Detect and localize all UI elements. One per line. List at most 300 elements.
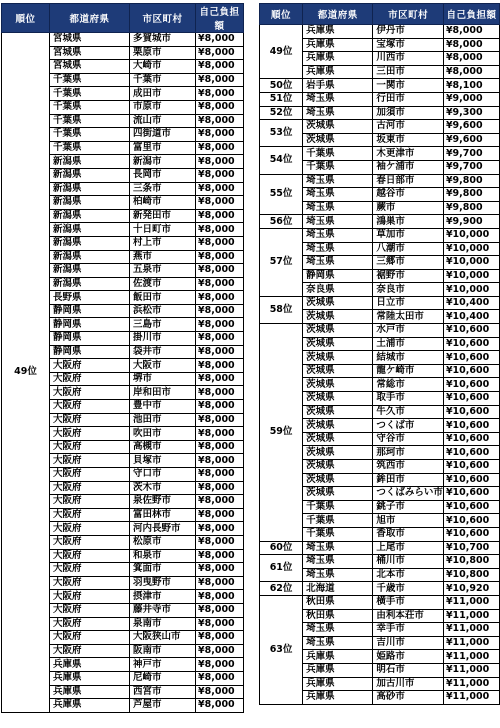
amount-cell: ¥9,900 xyxy=(443,215,499,229)
table-row xyxy=(260,582,500,596)
prefecture-cell: 千葉県 xyxy=(303,514,373,528)
prefecture-cell: 兵庫県 xyxy=(303,691,373,705)
prefecture-cell: 大阪府 xyxy=(50,576,130,590)
prefecture-cell: 大阪府 xyxy=(50,427,130,441)
amount-cell: ¥10,600 xyxy=(443,473,499,487)
amount-cell: ¥8,000 xyxy=(196,440,244,454)
table-header-row xyxy=(260,4,500,25)
amount-cell: ¥9,800 xyxy=(443,188,499,202)
municipality-cell: 北本市 xyxy=(373,568,444,582)
amount-cell: ¥8,000 xyxy=(196,522,244,536)
amount-cell: ¥9,700 xyxy=(443,160,499,174)
prefecture-cell: 埼玉県 xyxy=(303,568,373,582)
amount-cell: ¥8,000 xyxy=(196,400,244,414)
prefecture-cell: 宮城県 xyxy=(50,60,130,74)
prefecture-cell: 千葉県 xyxy=(50,141,130,155)
amount-cell: ¥8,000 xyxy=(196,549,244,563)
amount-cell: ¥8,000 xyxy=(196,508,244,522)
table-row xyxy=(260,92,500,106)
table-row xyxy=(260,215,500,229)
prefecture-cell: 千葉県 xyxy=(50,100,130,114)
prefecture-cell: 埼玉県 xyxy=(303,623,373,637)
header-municipality: 市区町村 xyxy=(373,4,444,25)
municipality-cell: 芦屋市 xyxy=(130,699,196,713)
header-rank: 順位 xyxy=(2,4,50,33)
amount-cell: ¥8,000 xyxy=(196,332,244,346)
prefecture-cell: 埼玉県 xyxy=(303,242,373,256)
municipality-cell: 守口市 xyxy=(130,468,196,482)
amount-cell: ¥10,800 xyxy=(443,555,499,569)
amount-cell: ¥10,600 xyxy=(443,419,499,433)
amount-cell: ¥10,600 xyxy=(443,527,499,541)
prefecture-cell: 茨城県 xyxy=(303,133,373,147)
prefecture-cell: 大阪府 xyxy=(50,522,130,536)
table-row xyxy=(260,555,500,569)
municipality-cell: 土浦市 xyxy=(373,337,444,351)
municipality-cell: 大崎市 xyxy=(130,60,196,74)
prefecture-cell: 兵庫県 xyxy=(303,38,373,52)
municipality-cell: 銚子市 xyxy=(373,500,444,514)
municipality-cell: 坂東市 xyxy=(373,133,444,147)
amount-cell: ¥8,000 xyxy=(196,590,244,604)
amount-cell: ¥9,000 xyxy=(443,92,499,106)
amount-cell: ¥10,600 xyxy=(443,446,499,460)
municipality-cell: 大阪狭山市 xyxy=(130,631,196,645)
prefecture-cell: 新潟県 xyxy=(50,236,130,250)
municipality-cell: 長岡市 xyxy=(130,168,196,182)
municipality-cell: 筑西市 xyxy=(373,460,444,474)
prefecture-cell: 静岡県 xyxy=(50,304,130,318)
prefecture-cell: 兵庫県 xyxy=(50,658,130,672)
municipality-cell: 常陸太田市 xyxy=(373,310,444,324)
amount-cell: ¥11,000 xyxy=(443,636,499,650)
prefecture-cell: 大阪府 xyxy=(50,440,130,454)
amount-cell: ¥10,920 xyxy=(443,582,499,596)
municipality-cell: 袋井市 xyxy=(130,345,196,359)
prefecture-cell: 大阪府 xyxy=(50,454,130,468)
municipality-cell: 新発田市 xyxy=(130,209,196,223)
prefecture-cell: 埼玉県 xyxy=(303,555,373,569)
prefecture-cell: 兵庫県 xyxy=(303,663,373,677)
prefecture-cell: 埼玉県 xyxy=(303,636,373,650)
amount-cell: ¥8,000 xyxy=(196,699,244,713)
municipality-cell: 松原市 xyxy=(130,535,196,549)
municipality-cell: 和泉市 xyxy=(130,549,196,563)
header-municipality: 市区町村 xyxy=(130,4,196,33)
amount-cell: ¥8,000 xyxy=(196,318,244,332)
municipality-cell: 龍ケ崎市 xyxy=(373,364,444,378)
prefecture-cell: 宮城県 xyxy=(50,46,130,60)
municipality-cell: 掛川市 xyxy=(130,332,196,346)
prefecture-cell: 茨城県 xyxy=(303,364,373,378)
municipality-cell: 三島市 xyxy=(130,318,196,332)
prefecture-cell: 兵庫県 xyxy=(303,52,373,66)
rank-cell: 49位 xyxy=(2,33,50,713)
municipality-cell: 守谷市 xyxy=(373,432,444,446)
amount-cell: ¥8,000 xyxy=(196,631,244,645)
amount-cell: ¥8,000 xyxy=(196,386,244,400)
amount-cell: ¥8,000 xyxy=(196,427,244,441)
rank-cell: 49位 xyxy=(260,25,303,79)
amount-cell: ¥10,600 xyxy=(443,460,499,474)
municipality-cell: 富田林市 xyxy=(130,508,196,522)
table-row xyxy=(260,174,500,188)
municipality-cell: 豊中市 xyxy=(130,400,196,414)
amount-cell: ¥11,000 xyxy=(443,663,499,677)
prefecture-cell: 大阪府 xyxy=(50,535,130,549)
municipality-cell: 常総市 xyxy=(373,378,444,392)
municipality-cell: 取手市 xyxy=(373,392,444,406)
municipality-cell: 幸手市 xyxy=(373,623,444,637)
municipality-cell: 明石市 xyxy=(373,663,444,677)
amount-cell: ¥11,000 xyxy=(443,677,499,691)
prefecture-cell: 大阪府 xyxy=(50,495,130,509)
amount-cell: ¥10,000 xyxy=(443,256,499,270)
municipality-cell: 八潮市 xyxy=(373,242,444,256)
amount-cell: ¥10,600 xyxy=(443,378,499,392)
municipality-cell: 摂津市 xyxy=(130,590,196,604)
municipality-cell: 尼崎市 xyxy=(130,671,196,685)
ranking-table-right xyxy=(259,3,500,705)
header-prefecture: 都道府県 xyxy=(50,4,130,33)
municipality-cell: 箕面市 xyxy=(130,563,196,577)
prefecture-cell: 大阪府 xyxy=(50,372,130,386)
prefecture-cell: 茨城県 xyxy=(303,324,373,338)
prefecture-cell: 埼玉県 xyxy=(303,201,373,215)
amount-cell: ¥8,000 xyxy=(196,617,244,631)
rank-cell: 61位 xyxy=(260,555,303,582)
amount-cell: ¥8,000 xyxy=(196,481,244,495)
municipality-cell: 燕市 xyxy=(130,250,196,264)
amount-cell: ¥8,000 xyxy=(196,644,244,658)
rank-cell: 57位 xyxy=(260,228,303,296)
municipality-cell: 村上市 xyxy=(130,236,196,250)
municipality-cell: 四街道市 xyxy=(130,128,196,142)
amount-cell: ¥10,000 xyxy=(443,269,499,283)
prefecture-cell: 大阪府 xyxy=(50,400,130,414)
prefecture-cell: 埼玉県 xyxy=(303,215,373,229)
prefecture-cell: 岩手県 xyxy=(303,79,373,93)
municipality-cell: 泉佐野市 xyxy=(130,495,196,509)
amount-cell: ¥10,000 xyxy=(443,242,499,256)
prefecture-cell: 静岡県 xyxy=(303,269,373,283)
prefecture-cell: 兵庫県 xyxy=(50,671,130,685)
amount-cell: ¥9,300 xyxy=(443,106,499,120)
amount-cell: ¥8,000 xyxy=(196,46,244,60)
rank-cell: 55位 xyxy=(260,174,303,215)
table-row xyxy=(260,79,500,93)
prefecture-cell: 新潟県 xyxy=(50,264,130,278)
amount-cell: ¥10,600 xyxy=(443,432,499,446)
municipality-cell: 三条市 xyxy=(130,182,196,196)
table-row xyxy=(260,324,500,338)
municipality-cell: 奈良市 xyxy=(373,283,444,297)
amount-cell: ¥10,700 xyxy=(443,541,499,555)
municipality-cell: 柏崎市 xyxy=(130,196,196,210)
amount-cell: ¥8,000 xyxy=(196,114,244,128)
prefecture-cell: 茨城県 xyxy=(303,392,373,406)
amount-cell: ¥10,000 xyxy=(443,283,499,297)
prefecture-cell: 茨城県 xyxy=(303,460,373,474)
prefecture-cell: 茨城県 xyxy=(303,419,373,433)
municipality-cell: 神戸市 xyxy=(130,658,196,672)
prefecture-cell: 千葉県 xyxy=(303,527,373,541)
municipality-cell: 春日部市 xyxy=(373,174,444,188)
amount-cell: ¥8,000 xyxy=(196,128,244,142)
prefecture-cell: 新潟県 xyxy=(50,196,130,210)
prefecture-cell: 大阪府 xyxy=(50,481,130,495)
prefecture-cell: 新潟県 xyxy=(50,223,130,237)
prefecture-cell: 茨城県 xyxy=(303,120,373,134)
amount-cell: ¥8,000 xyxy=(196,277,244,291)
prefecture-cell: 兵庫県 xyxy=(303,677,373,691)
amount-cell: ¥8,000 xyxy=(196,100,244,114)
prefecture-cell: 北海道 xyxy=(303,582,373,596)
amount-cell: ¥10,600 xyxy=(443,364,499,378)
prefecture-cell: 千葉県 xyxy=(303,160,373,174)
municipality-cell: 牛久市 xyxy=(373,405,444,419)
municipality-cell: 香取市 xyxy=(373,527,444,541)
rank-cell: 63位 xyxy=(260,595,303,704)
municipality-cell: 富里市 xyxy=(130,141,196,155)
prefecture-cell: 大阪府 xyxy=(50,563,130,577)
prefecture-cell: 茨城県 xyxy=(303,473,373,487)
amount-cell: ¥8,000 xyxy=(196,563,244,577)
amount-cell: ¥8,000 xyxy=(196,413,244,427)
prefecture-cell: 大阪府 xyxy=(50,590,130,604)
municipality-cell: 裾野市 xyxy=(373,269,444,283)
prefecture-cell: 千葉県 xyxy=(50,114,130,128)
prefecture-cell: 茨城県 xyxy=(303,405,373,419)
prefecture-cell: 新潟県 xyxy=(50,250,130,264)
rank-cell: 52位 xyxy=(260,106,303,120)
municipality-cell: つくばみらい市 xyxy=(373,487,444,501)
amount-cell: ¥8,000 xyxy=(196,658,244,672)
prefecture-cell: 茨城県 xyxy=(303,487,373,501)
municipality-cell: 吉川市 xyxy=(373,636,444,650)
table-body-left xyxy=(2,33,244,713)
amount-cell: ¥11,000 xyxy=(443,691,499,705)
prefecture-cell: 新潟県 xyxy=(50,168,130,182)
prefecture-cell: 茨城県 xyxy=(303,337,373,351)
amount-cell: ¥8,000 xyxy=(196,87,244,101)
prefecture-cell: 兵庫県 xyxy=(303,65,373,79)
municipality-cell: 十日町市 xyxy=(130,223,196,237)
prefecture-cell: 秋田県 xyxy=(303,609,373,623)
municipality-cell: つくば市 xyxy=(373,419,444,433)
amount-cell: ¥8,000 xyxy=(196,182,244,196)
amount-cell: ¥8,000 xyxy=(196,209,244,223)
municipality-cell: 宝塚市 xyxy=(373,38,444,52)
amount-cell: ¥8,000 xyxy=(443,65,499,79)
prefecture-cell: 埼玉県 xyxy=(303,174,373,188)
municipality-cell: 古河市 xyxy=(373,120,444,134)
rank-cell: 54位 xyxy=(260,147,303,174)
municipality-cell: 行田市 xyxy=(373,92,444,106)
municipality-cell: 鴻巣市 xyxy=(373,215,444,229)
prefecture-cell: 静岡県 xyxy=(50,332,130,346)
prefecture-cell: 茨城県 xyxy=(303,296,373,310)
header-prefecture: 都道府県 xyxy=(303,4,373,25)
municipality-cell: 伊丹市 xyxy=(373,25,444,39)
amount-cell: ¥10,600 xyxy=(443,392,499,406)
prefecture-cell: 埼玉県 xyxy=(303,256,373,270)
amount-cell: ¥8,000 xyxy=(196,468,244,482)
prefecture-cell: 兵庫県 xyxy=(50,699,130,713)
amount-cell: ¥8,100 xyxy=(443,79,499,93)
amount-cell: ¥11,000 xyxy=(443,609,499,623)
municipality-cell: 大阪市 xyxy=(130,359,196,373)
prefecture-cell: 兵庫県 xyxy=(303,25,373,39)
amount-cell: ¥10,400 xyxy=(443,310,499,324)
municipality-cell: 高砂市 xyxy=(373,691,444,705)
amount-cell: ¥10,600 xyxy=(443,324,499,338)
table-row xyxy=(260,25,500,39)
prefecture-cell: 大阪府 xyxy=(50,549,130,563)
table-body-right xyxy=(260,25,500,705)
table-header-row xyxy=(2,4,244,33)
municipality-cell: 越谷市 xyxy=(373,188,444,202)
municipality-cell: 貝塚市 xyxy=(130,454,196,468)
amount-cell: ¥8,000 xyxy=(196,576,244,590)
municipality-cell: 結城市 xyxy=(373,351,444,365)
amount-cell: ¥10,600 xyxy=(443,500,499,514)
rank-cell: 53位 xyxy=(260,120,303,147)
header-copay-amount: 自己負担額 xyxy=(196,4,244,33)
municipality-cell: 木更津市 xyxy=(373,147,444,161)
prefecture-cell: 茨城県 xyxy=(303,310,373,324)
table-row xyxy=(260,120,500,134)
municipality-cell: 草加市 xyxy=(373,228,444,242)
municipality-cell: 成田市 xyxy=(130,87,196,101)
amount-cell: ¥8,000 xyxy=(196,155,244,169)
prefecture-cell: 兵庫県 xyxy=(303,650,373,664)
amount-cell: ¥8,000 xyxy=(196,236,244,250)
amount-cell: ¥9,600 xyxy=(443,133,499,147)
municipality-cell: 水戸市 xyxy=(373,324,444,338)
municipality-cell: 吹田市 xyxy=(130,427,196,441)
rank-cell: 60位 xyxy=(260,541,303,555)
header-rank: 順位 xyxy=(260,4,303,25)
municipality-cell: 三郷市 xyxy=(373,256,444,270)
amount-cell: ¥8,000 xyxy=(196,454,244,468)
municipality-cell: 高槻市 xyxy=(130,440,196,454)
municipality-cell: 羽曳野市 xyxy=(130,576,196,590)
municipality-cell: 佐渡市 xyxy=(130,277,196,291)
amount-cell: ¥8,000 xyxy=(196,359,244,373)
amount-cell: ¥8,000 xyxy=(196,671,244,685)
amount-cell: ¥8,000 xyxy=(196,264,244,278)
amount-cell: ¥8,000 xyxy=(196,291,244,305)
rank-cell: 59位 xyxy=(260,324,303,542)
municipality-cell: 姫路市 xyxy=(373,650,444,664)
amount-cell: ¥9,700 xyxy=(443,147,499,161)
municipality-cell: 堺市 xyxy=(130,372,196,386)
prefecture-cell: 千葉県 xyxy=(303,500,373,514)
amount-cell: ¥8,000 xyxy=(196,372,244,386)
municipality-cell: 川西市 xyxy=(373,52,444,66)
prefecture-cell: 新潟県 xyxy=(50,155,130,169)
prefecture-cell: 千葉県 xyxy=(50,87,130,101)
prefecture-cell: 大阪府 xyxy=(50,631,130,645)
amount-cell: ¥8,000 xyxy=(196,141,244,155)
table-row xyxy=(260,595,500,609)
amount-cell: ¥10,000 xyxy=(443,228,499,242)
prefecture-cell: 千葉県 xyxy=(303,147,373,161)
prefecture-cell: 静岡県 xyxy=(50,345,130,359)
municipality-cell: 袖ケ浦市 xyxy=(373,160,444,174)
prefecture-cell: 奈良県 xyxy=(303,283,373,297)
table-row xyxy=(260,541,500,555)
amount-cell: ¥10,600 xyxy=(443,514,499,528)
municipality-cell: 新潟市 xyxy=(130,155,196,169)
amount-cell: ¥8,000 xyxy=(196,223,244,237)
amount-cell: ¥8,000 xyxy=(443,52,499,66)
table-row xyxy=(260,147,500,161)
municipality-cell: 蕨市 xyxy=(373,201,444,215)
amount-cell: ¥8,000 xyxy=(196,196,244,210)
prefecture-cell: 新潟県 xyxy=(50,209,130,223)
rank-cell: 51位 xyxy=(260,92,303,106)
municipality-cell: 池田市 xyxy=(130,413,196,427)
municipality-cell: 鉾田市 xyxy=(373,473,444,487)
rank-cell: 50位 xyxy=(260,79,303,93)
municipality-cell: 多賀城市 xyxy=(130,33,196,47)
prefecture-cell: 大阪府 xyxy=(50,413,130,427)
amount-cell: ¥11,000 xyxy=(443,595,499,609)
prefecture-cell: 大阪府 xyxy=(50,468,130,482)
header-copay-amount: 自己負担額 xyxy=(443,4,499,25)
prefecture-cell: 茨城県 xyxy=(303,351,373,365)
ranking-table-left xyxy=(1,3,244,713)
prefecture-cell: 宮城県 xyxy=(50,33,130,47)
amount-cell: ¥8,000 xyxy=(443,38,499,52)
table-row xyxy=(2,33,244,47)
prefecture-cell: 大阪府 xyxy=(50,617,130,631)
table-row xyxy=(260,228,500,242)
table-row xyxy=(260,296,500,310)
amount-cell: ¥10,600 xyxy=(443,337,499,351)
prefecture-cell: 茨城県 xyxy=(303,446,373,460)
municipality-cell: 三田市 xyxy=(373,65,444,79)
amount-cell: ¥8,000 xyxy=(196,60,244,74)
municipality-cell: 岸和田市 xyxy=(130,386,196,400)
municipality-cell: 飯田市 xyxy=(130,291,196,305)
amount-cell: ¥8,000 xyxy=(443,25,499,39)
municipality-cell: 旭市 xyxy=(373,514,444,528)
prefecture-cell: 千葉県 xyxy=(50,73,130,87)
prefecture-cell: 埼玉県 xyxy=(303,106,373,120)
municipality-cell: 日立市 xyxy=(373,296,444,310)
rank-cell: 58位 xyxy=(260,296,303,323)
amount-cell: ¥11,000 xyxy=(443,650,499,664)
amount-cell: ¥8,000 xyxy=(196,685,244,699)
table-row xyxy=(260,106,500,120)
amount-cell: ¥8,000 xyxy=(196,603,244,617)
amount-cell: ¥8,000 xyxy=(196,345,244,359)
prefecture-cell: 大阪府 xyxy=(50,644,130,658)
rank-cell: 62位 xyxy=(260,582,303,596)
amount-cell: ¥8,000 xyxy=(196,168,244,182)
prefecture-cell: 茨城県 xyxy=(303,432,373,446)
municipality-cell: 由利本荘市 xyxy=(373,609,444,623)
amount-cell: ¥10,600 xyxy=(443,405,499,419)
municipality-cell: 加古川市 xyxy=(373,677,444,691)
municipality-cell: 千葉市 xyxy=(130,73,196,87)
prefecture-cell: 兵庫県 xyxy=(50,685,130,699)
amount-cell: ¥9,600 xyxy=(443,120,499,134)
rank-cell: 56位 xyxy=(260,215,303,229)
